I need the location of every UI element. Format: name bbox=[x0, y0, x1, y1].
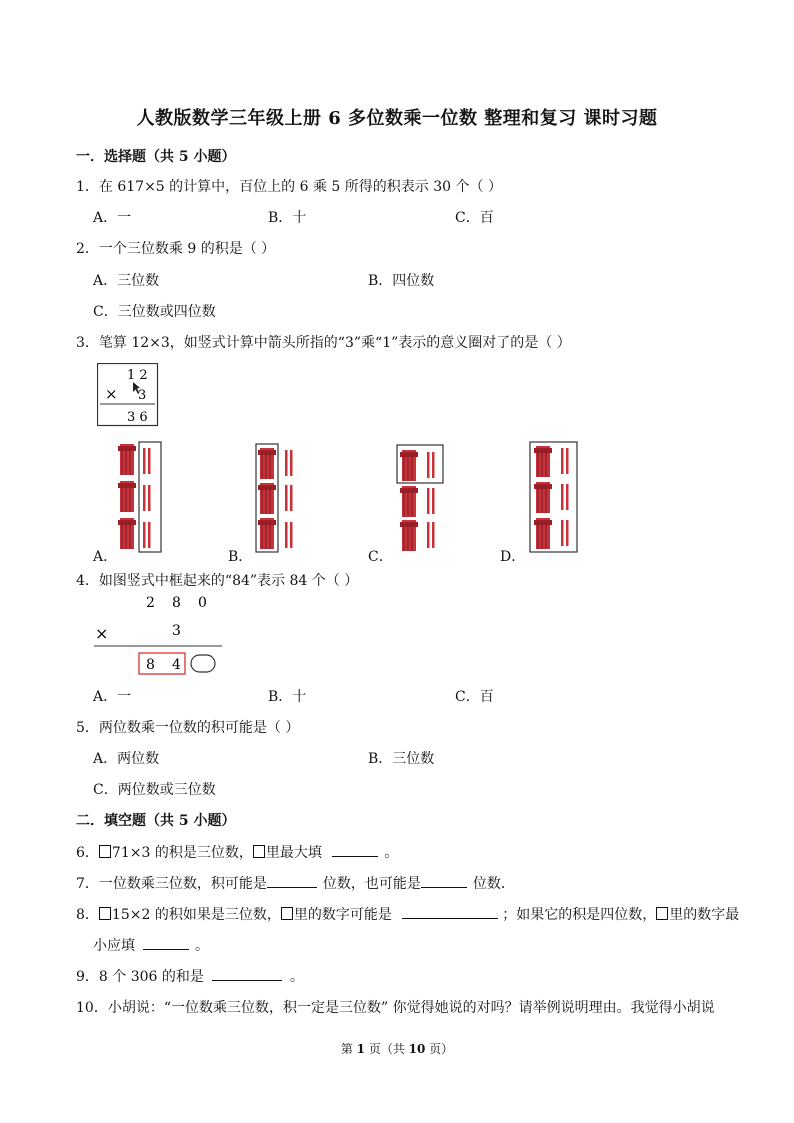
question-6: 6． 71×3 的积是三位数， 里最大填 。 bbox=[76, 842, 398, 862]
calc-times-sign: × bbox=[105, 385, 118, 403]
question-3-option-d[interactable]: D． bbox=[500, 549, 526, 565]
vertical-calculation-280x3 bbox=[92, 592, 227, 678]
section-heading-choice: 一．选择题（共 5 小题） bbox=[76, 149, 236, 165]
answer-blank[interactable] bbox=[267, 873, 317, 888]
cursor-arrow-icon bbox=[133, 382, 140, 394]
question-1-option-a[interactable]: A．一 bbox=[93, 210, 132, 226]
option-d-bundles-image bbox=[528, 440, 580, 555]
question-2-option-b[interactable]: B．四位数 bbox=[368, 273, 435, 289]
question-4-option-b[interactable]: B．十 bbox=[268, 689, 307, 705]
answer-blank[interactable] bbox=[332, 842, 378, 857]
question-9: 9．8 个 306 的和是 。 bbox=[76, 966, 304, 986]
option-b-bundles-image bbox=[252, 440, 302, 555]
option-a-bundles-image bbox=[114, 440, 164, 555]
answer-blank[interactable] bbox=[402, 904, 498, 919]
blank-square-icon bbox=[99, 845, 111, 858]
calc-result: 3 6 bbox=[127, 410, 148, 425]
page-title: 人教版数学三年级上册 6 多位数乘一位数 整理和复习 课时习题 bbox=[136, 108, 658, 129]
blank-square-icon bbox=[253, 845, 265, 858]
empty-oval bbox=[191, 655, 215, 672]
question-3-option-b[interactable]: B． bbox=[228, 549, 253, 565]
question-1-option-b[interactable]: B．十 bbox=[268, 210, 307, 226]
calc-boxed-digit: 4 bbox=[172, 657, 181, 673]
calc-digit: 0 bbox=[198, 595, 207, 611]
question-3-stem: 3．笔算 12×3，如竖式计算中箭头所指的“3”乘“1”表示的意义圈对了的是（ ） bbox=[76, 335, 571, 351]
answer-blank[interactable] bbox=[421, 873, 467, 888]
blank-square-icon bbox=[656, 907, 668, 920]
question-7: 7．一位数乘三位数，积可能是 位数，也可能是 位数． bbox=[76, 873, 515, 893]
calc-top-number: 1 2 bbox=[127, 368, 148, 383]
vertical-calculation-12x3 bbox=[97, 363, 159, 427]
answer-blank[interactable] bbox=[212, 966, 282, 981]
question-4-calculation bbox=[92, 592, 227, 678]
question-8-line-2: 小应填 。 bbox=[93, 935, 209, 955]
question-2-option-a[interactable]: A．三位数 bbox=[93, 273, 160, 289]
page-footer: 第 1 页（共 10 页） bbox=[340, 1042, 454, 1056]
question-8-line-1: 8． 15×2 的积如果是三位数， 里的数字可能是 ；如果它的积是四位数， 里的数字最 bbox=[76, 904, 739, 924]
calc-digit: 2 bbox=[146, 595, 155, 611]
question-3-option-a[interactable]: A． bbox=[93, 549, 118, 565]
question-5-option-b[interactable]: B．三位数 bbox=[368, 751, 435, 767]
answer-blank[interactable] bbox=[143, 935, 189, 950]
question-4-option-c[interactable]: C．百 bbox=[455, 689, 494, 705]
bundle-row-1 bbox=[118, 444, 151, 475]
question-4-stem: 4．如图竖式中框起来的“84”表示 84 个（ ） bbox=[76, 573, 359, 589]
bundle-row-2 bbox=[118, 481, 151, 512]
option-c-bundles-image bbox=[394, 440, 446, 555]
question-2-stem: 2．一个三位数乘 9 的积是（ ） bbox=[76, 241, 276, 257]
question-5-option-a[interactable]: A．两位数 bbox=[93, 751, 160, 767]
question-3-calculation bbox=[97, 363, 159, 427]
question-5-stem: 5．两位数乘一位数的积可能是（ ） bbox=[76, 720, 300, 736]
bundle-row-3 bbox=[118, 518, 151, 549]
blank-square-icon bbox=[281, 907, 293, 920]
question-2-option-c[interactable]: C．三位数或四位数 bbox=[93, 304, 216, 320]
calc-boxed-digit: 8 bbox=[146, 657, 155, 673]
section-heading-fill-blank: 二．填空题（共 5 小题） bbox=[76, 813, 236, 829]
question-3-option-c[interactable]: C． bbox=[368, 549, 393, 565]
question-1-option-c[interactable]: C．百 bbox=[455, 210, 494, 226]
calc-digit: 8 bbox=[172, 595, 181, 611]
calc-multiplier: 3 bbox=[172, 623, 181, 639]
calc-times-sign: × bbox=[95, 624, 109, 643]
question-1-stem: 1．在 617×5 的计算中，百位上的 6 乘 5 所得的积表示 30 个（ ） bbox=[76, 179, 502, 195]
question-4-option-a[interactable]: A．一 bbox=[93, 689, 132, 705]
blank-square-icon bbox=[99, 907, 111, 920]
question-10: 10．小胡说：“一位数乘三位数，积一定是三位数” 你觉得她说的对吗？请举例说明理由。我觉得小胡说 bbox=[76, 1000, 715, 1016]
calc-multiplier: 3 bbox=[138, 388, 147, 403]
question-5-option-c[interactable]: C．两位数或三位数 bbox=[93, 782, 216, 798]
